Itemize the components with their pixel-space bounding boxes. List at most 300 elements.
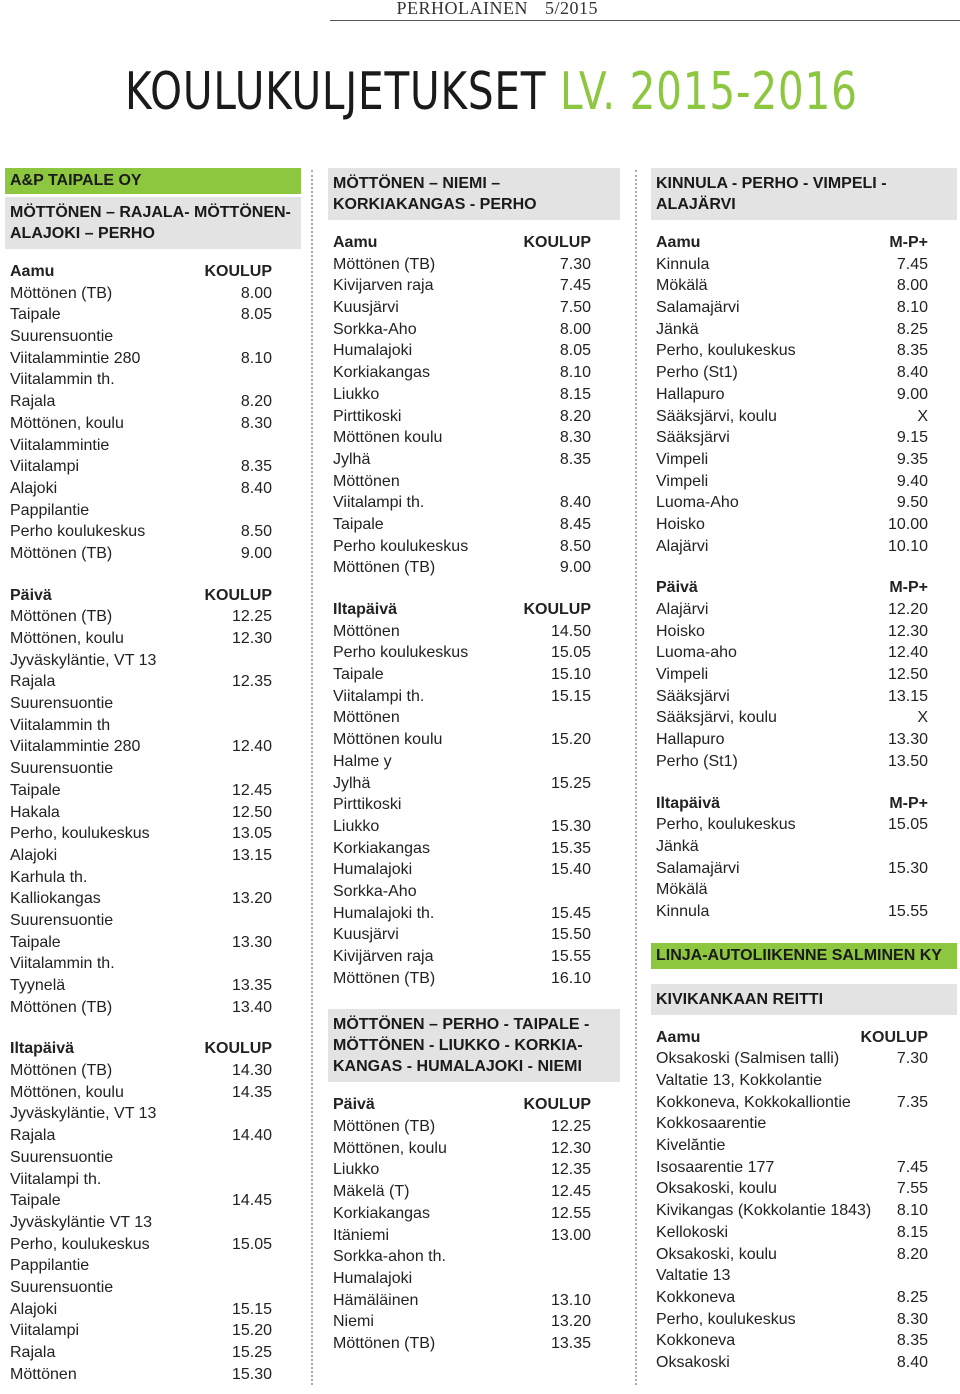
stop-name: Sääksjärvi	[656, 429, 730, 447]
stop-name: Viitalampi	[10, 458, 80, 476]
stop-name: Kivelăntie	[656, 1137, 726, 1155]
stop-name: Rajala	[10, 1344, 56, 1361]
schedule-row	[651, 1092, 957, 1114]
stop-name: Möttönen koulu	[333, 429, 443, 447]
stop-name: Luoma-Aho	[656, 494, 739, 512]
departure-time: 7.45	[896, 1158, 928, 1176]
route-title: KIVIKANKAAN REITTI	[651, 984, 957, 1015]
stop-name: Möttönen (TB)	[10, 1062, 113, 1080]
publication-name: PERHOLAINEN	[396, 0, 528, 18]
stop-name: Möttönen	[333, 709, 400, 727]
schedule-row	[651, 1265, 957, 1287]
departure-time: 10.00	[887, 515, 928, 533]
schedule-row	[5, 606, 301, 628]
stop-name: Perho (St1)	[656, 752, 738, 770]
schedule-row	[651, 751, 957, 773]
stop-name: Alajoki	[10, 479, 58, 497]
stop-name: Liukko	[333, 817, 380, 835]
stop-name: Valtatie 13, Kokkolantie	[656, 1072, 823, 1089]
stop-name: Jyväskyläntie, VT 13	[10, 1105, 157, 1123]
departure-time: 12.35	[231, 673, 272, 691]
stop-name: Taipale	[10, 781, 61, 799]
stop-name: Hoisko	[656, 515, 705, 533]
schedule-row	[328, 642, 620, 664]
schedule-row	[5, 715, 301, 737]
departure-time	[272, 435, 296, 457]
section-heading	[5, 1038, 301, 1060]
departure-time: 13.30	[887, 731, 928, 749]
schedule-row	[5, 304, 301, 326]
departure-time: 15.10	[550, 666, 591, 684]
schedule-row	[651, 729, 957, 751]
route-title: MÖTTÖNEN – NIEMI – KORKIAKANGAS - PERHO	[328, 168, 620, 220]
schedule-row	[5, 456, 301, 478]
schedule-row	[328, 751, 620, 773]
departure-time: 15.35	[550, 839, 591, 857]
stop-name: Viitalampi th.	[10, 1170, 102, 1188]
stop-name: Hakala	[10, 803, 60, 821]
route-title: MÖTTÖNEN – RAJALA- MÖTTÖNEN- ALAJOKI – PERHO	[5, 197, 301, 249]
departure-time: 15.55	[550, 948, 591, 965]
departure-time: 13.50	[887, 752, 928, 770]
departure-time: 12.55	[550, 1204, 591, 1222]
stop-name: Pappilantie	[10, 1257, 90, 1275]
stop-name: Perho, koulukeskus	[656, 816, 796, 834]
departure-time: 8.10	[559, 364, 591, 382]
departure-time: 12.50	[231, 803, 272, 821]
schedule-row	[5, 1190, 301, 1212]
schedule-row	[651, 1352, 957, 1374]
schedule-row	[5, 1342, 301, 1364]
schedule-label: KOULUP	[523, 234, 591, 251]
departure-time	[272, 1169, 296, 1191]
departure-time: 8.30	[240, 414, 272, 432]
stop-name: Korkiakangas	[333, 364, 430, 382]
schedule-row	[328, 514, 620, 536]
departure-time: 10.10	[887, 537, 928, 555]
schedule-row	[5, 736, 301, 758]
stop-name: Jylhä	[333, 450, 371, 468]
schedule-row	[5, 1255, 301, 1277]
stop-name: Perho koulukeskus	[333, 537, 469, 555]
departure-time: 8.05	[240, 306, 272, 324]
route-title: MÖTTÖNEN – PERHO - TAIPALE - MÖTTÖNEN - LIUKKO - KORKIA-KANGAS - HUMALAJOKI - NIEMI	[328, 1009, 620, 1082]
stop-name: Sääksjärvi, koulu	[656, 709, 777, 727]
schedule-row	[5, 500, 301, 522]
departure-time: 15.55	[887, 902, 928, 920]
stop-name: Rajala	[10, 673, 56, 691]
schedule-row	[651, 362, 957, 384]
departure-time: 15.45	[550, 904, 591, 922]
departure-time: 8.20	[559, 407, 591, 425]
departure-time: 15.25	[231, 1344, 272, 1361]
schedule-row	[328, 427, 620, 449]
departure-time: 8.40	[896, 1353, 928, 1371]
stop-name: Humalajoki	[333, 1269, 413, 1287]
schedule-row	[328, 1181, 620, 1203]
departure-time	[928, 879, 952, 901]
stop-name: Valtatie 13	[656, 1267, 731, 1285]
stop-name: Salamajärvi	[656, 859, 740, 877]
schedule-row	[651, 1113, 957, 1135]
schedule-row	[5, 845, 301, 867]
stop-name: Mökälä	[656, 881, 708, 899]
departure-time: 16.10	[550, 969, 591, 987]
departure-time: 12.45	[550, 1183, 591, 1201]
schedule-row	[651, 384, 957, 406]
stop-name: Viitalammintie 280	[10, 738, 141, 756]
departure-time: 8.50	[559, 537, 591, 555]
departure-time: 9.00	[559, 559, 591, 577]
departure-time: 7.45	[896, 255, 928, 273]
stop-name: Kivijärven raja	[333, 948, 434, 965]
departure-time: 12.45	[231, 781, 272, 799]
stop-name: Jylhä	[333, 774, 371, 792]
schedule-row	[5, 867, 301, 889]
stop-name: Liukko	[333, 1161, 380, 1179]
period-label: Aamu	[656, 234, 701, 251]
schedule-row	[651, 406, 957, 428]
schedule-row	[5, 1082, 301, 1104]
stop-name: Möttönen	[333, 622, 400, 640]
departure-time	[272, 369, 296, 391]
period-label: Iltapäivä	[656, 794, 721, 812]
stop-name: Suurensuontie	[10, 328, 114, 346]
schedule-row	[651, 901, 957, 923]
stop-name: Möttönen (TB)	[333, 1334, 436, 1352]
departure-time: 7.30	[896, 1050, 928, 1068]
column-divider	[635, 170, 637, 1385]
departure-time: 14.30	[231, 1062, 272, 1080]
title-year: LV. 2015-2016	[560, 62, 858, 122]
departure-time: 8.25	[896, 1288, 928, 1306]
stop-name: Taipale	[10, 306, 61, 324]
departure-time: 13.05	[231, 825, 272, 843]
departure-time	[928, 836, 952, 858]
departure-time	[591, 881, 615, 903]
stop-name: Humalajoki th.	[333, 904, 435, 922]
stop-name: Viitalammintie	[10, 436, 110, 454]
schedule-section	[328, 232, 620, 579]
stop-name: Karhula th.	[10, 868, 88, 886]
departure-time	[928, 1070, 952, 1092]
schedule-row	[5, 521, 301, 543]
period-label: Päivä	[333, 1096, 375, 1114]
stop-name: Taipale	[10, 1192, 61, 1210]
stop-name: Möttönen (TB)	[333, 1118, 436, 1136]
schedule-row	[651, 686, 957, 708]
stop-name: Perho, koulukeskus	[10, 1235, 150, 1253]
schedule-row	[328, 297, 620, 319]
stop-name: Jyväskyläntie, VT 13	[10, 651, 157, 669]
departure-time: 8.45	[559, 515, 591, 533]
departure-time: 8.00	[896, 277, 928, 295]
stop-name: Möttönen, koulu	[10, 1083, 124, 1101]
schedule-row	[328, 707, 620, 729]
stop-name: Perho, koulukeskus	[656, 1310, 796, 1328]
departure-time: 9.35	[896, 450, 928, 468]
schedule-label: KOULUP	[204, 263, 272, 280]
schedule-row	[651, 664, 957, 686]
schedule-row	[5, 953, 301, 975]
schedule-row	[328, 838, 620, 860]
stop-name: Sorkka-ahon th.	[333, 1248, 446, 1266]
schedule-row	[651, 449, 957, 471]
departure-time: 8.15	[896, 1223, 928, 1241]
departure-time: 14.50	[550, 622, 591, 640]
schedule-row	[5, 1169, 301, 1191]
schedule-row	[5, 932, 301, 954]
stop-name: Möttönen (TB)	[10, 998, 113, 1016]
stop-name: Alajoki	[10, 846, 58, 864]
departure-time: 13.35	[550, 1334, 591, 1352]
schedule-row	[651, 536, 957, 558]
schedule-section	[5, 261, 301, 565]
schedule-row	[5, 543, 301, 565]
departure-time: 15.30	[231, 1365, 272, 1383]
period-label: Aamu	[656, 1028, 701, 1046]
stop-name: Kokkoneva	[656, 1288, 736, 1306]
stop-name: Taipale	[333, 666, 384, 684]
departure-time	[272, 650, 296, 672]
departure-time	[272, 1212, 296, 1234]
schedule-row	[328, 621, 620, 643]
departure-time: 12.30	[231, 630, 272, 647]
schedule-section	[328, 1094, 620, 1354]
stop-name: Viitalammintie 280	[10, 349, 141, 367]
departure-time: 15.25	[550, 774, 591, 792]
departure-time: 8.00	[240, 284, 272, 302]
schedule-row	[5, 1103, 301, 1125]
departure-time: 9.15	[896, 429, 928, 447]
schedule-row	[328, 1311, 620, 1333]
schedule-row	[328, 664, 620, 686]
schedule-row	[328, 254, 620, 276]
stop-name: Hoisko	[656, 622, 705, 640]
schedule-row	[328, 1138, 620, 1160]
schedule-row	[5, 478, 301, 500]
schedule-label: KOULUP	[523, 1096, 591, 1114]
section-heading	[651, 577, 957, 599]
departure-time: 8.40	[240, 479, 272, 497]
departure-time	[272, 1103, 296, 1125]
departure-time: X	[917, 407, 928, 425]
departure-time: 15.30	[887, 859, 928, 877]
departure-time	[272, 326, 296, 348]
schedule-row	[5, 802, 301, 824]
departure-time: 7.45	[559, 277, 591, 295]
stop-name: Oksakoski, koulu	[656, 1245, 777, 1263]
stop-name: Korkiakangas	[333, 1204, 430, 1222]
stop-name: Suurensuontie	[10, 1278, 114, 1296]
stop-name: Jänkä	[656, 320, 699, 338]
departure-time: 13.15	[231, 846, 272, 864]
departure-time: 14.45	[231, 1192, 272, 1210]
schedule-row	[5, 283, 301, 305]
departure-time: 15.30	[550, 817, 591, 835]
departure-time: 15.20	[231, 1322, 272, 1340]
schedule-row	[328, 686, 620, 708]
departure-time	[272, 867, 296, 889]
departure-time: 14.35	[231, 1083, 272, 1101]
schedule-row	[328, 536, 620, 558]
stop-name: Luoma-aho	[656, 644, 737, 662]
stop-name: Mökälä	[656, 277, 708, 295]
schedule-row	[651, 1200, 957, 1222]
schedule-section	[328, 599, 620, 989]
stop-name: Möttönen (TB)	[10, 284, 113, 302]
schedule-row	[328, 924, 620, 946]
departure-time: 8.25	[896, 320, 928, 338]
schedule-row	[651, 427, 957, 449]
schedule-row	[328, 449, 620, 471]
stop-name: Humalajoki	[333, 342, 413, 360]
schedule-label: KOULUP	[523, 601, 591, 618]
schedule-row	[5, 413, 301, 435]
departure-time: 8.40	[559, 494, 591, 512]
schedule-section	[651, 793, 957, 923]
departure-time: 13.35	[231, 977, 272, 994]
stop-name: Viitalampi th.	[333, 687, 425, 705]
route-title: KINNULA - PERHO - VIMPELI - ALAJÄRVI	[651, 168, 957, 220]
stop-name: Möttönen	[10, 1365, 77, 1383]
schedule-row	[5, 1299, 301, 1321]
period-label: Aamu	[333, 234, 378, 251]
departure-time: 9.00	[896, 385, 928, 403]
departure-time: 15.40	[550, 861, 591, 879]
schedule-row	[328, 729, 620, 751]
stop-name: Jyväskyläntie VT 13	[10, 1213, 152, 1231]
departure-time	[591, 794, 615, 816]
schedule-row	[651, 1287, 957, 1309]
company-banner: A&P TAIPALE OY	[5, 168, 301, 194]
schedule-section	[5, 1038, 301, 1385]
schedule-section	[5, 585, 301, 1019]
column-2	[328, 168, 620, 1355]
schedule-row	[651, 1330, 957, 1352]
schedule-row	[328, 881, 620, 903]
schedule-row	[651, 1048, 957, 1070]
publication-header	[396, 0, 598, 19]
departure-time: 13.15	[887, 687, 928, 705]
schedule-row	[651, 1309, 957, 1331]
schedule-row	[5, 975, 301, 997]
departure-time	[272, 693, 296, 715]
schedule-row	[328, 1333, 620, 1355]
section-heading	[651, 232, 957, 254]
stop-name: Rajala	[10, 1127, 56, 1145]
schedule-row	[5, 671, 301, 693]
schedule-row	[651, 275, 957, 297]
schedule-row	[5, 758, 301, 780]
schedule-row	[5, 997, 301, 1019]
title-main: KOULUKULJETUKSET	[125, 62, 547, 122]
schedule-label: M-P+	[889, 234, 928, 251]
stop-name: Taipale	[10, 933, 61, 951]
stop-name: Kivikangas (Kokkolantie 1843)	[656, 1202, 872, 1220]
schedule-row	[328, 1290, 620, 1312]
departure-time: 8.35	[896, 342, 928, 360]
schedule-row	[328, 362, 620, 384]
stop-name: Humalajoki	[333, 861, 413, 879]
stop-name: Perho (St1)	[656, 364, 738, 382]
schedule-row	[651, 514, 957, 536]
departure-time	[591, 707, 615, 729]
column-1	[5, 168, 301, 1385]
departure-time: 15.05	[550, 644, 591, 662]
stop-name: Mäkelä (T)	[333, 1183, 410, 1201]
stop-name: Vimpeli	[656, 666, 709, 684]
stop-name: Möttönen (TB)	[10, 608, 113, 626]
departure-time: 12.20	[887, 601, 928, 618]
stop-name: Pappilantie	[10, 501, 90, 519]
stop-name: Viitalammin th	[10, 716, 111, 734]
departure-time: 7.55	[896, 1180, 928, 1198]
departure-time	[272, 1255, 296, 1277]
departure-time: 8.20	[896, 1245, 928, 1263]
schedule-row	[651, 1157, 957, 1179]
section-heading	[328, 599, 620, 621]
departure-time: 15.50	[550, 926, 591, 944]
schedule-row	[651, 340, 957, 362]
departure-time: 7.35	[896, 1093, 928, 1111]
departure-time: 8.10	[240, 349, 272, 367]
period-label: Päivä	[656, 579, 698, 597]
stop-name: Hämäläinen	[333, 1291, 419, 1309]
column-divider	[311, 170, 313, 1385]
stop-name: Suurensuontie	[10, 760, 114, 778]
schedule-row	[651, 471, 957, 493]
publication-separator	[534, 0, 539, 18]
stop-name: Niemi	[333, 1313, 374, 1331]
stop-name: Sääksjärvi, koulu	[656, 407, 777, 425]
departure-time: 9.00	[240, 544, 272, 562]
schedule-row	[651, 492, 957, 514]
section-heading	[328, 232, 620, 254]
stop-name: Isosaarentie 177	[656, 1158, 775, 1176]
stop-name: Kokkosaarentie	[656, 1115, 767, 1133]
schedule-row	[651, 599, 957, 621]
schedule-row	[5, 391, 301, 413]
departure-time: 8.00	[559, 320, 591, 338]
departure-time: 8.10	[896, 1202, 928, 1220]
stop-name: Möttönen koulu	[333, 731, 443, 749]
schedule-row	[651, 319, 957, 341]
schedule-label: KOULUP	[860, 1028, 928, 1046]
departure-time: 12.40	[887, 644, 928, 662]
departure-time: 8.30	[896, 1310, 928, 1328]
schedule-row	[328, 1116, 620, 1138]
section-heading	[5, 261, 301, 283]
departure-time: 13.00	[550, 1226, 591, 1244]
departure-time: 8.35	[559, 450, 591, 468]
schedule-row	[5, 1060, 301, 1082]
stop-name: Kuusjärvi	[333, 299, 399, 317]
stop-name: Vimpeli	[656, 450, 709, 468]
section-heading	[328, 1094, 620, 1116]
schedule-label: KOULUP	[204, 1040, 272, 1058]
schedule-row	[328, 340, 620, 362]
departure-time: X	[917, 709, 928, 727]
departure-time	[591, 1268, 615, 1290]
schedule-row	[328, 384, 620, 406]
schedule-row	[651, 858, 957, 880]
departure-time	[928, 1135, 952, 1157]
period-label: Päivä	[10, 586, 52, 604]
departure-time: 15.20	[550, 731, 591, 749]
departure-time	[591, 471, 615, 493]
schedule-row	[328, 1225, 620, 1247]
